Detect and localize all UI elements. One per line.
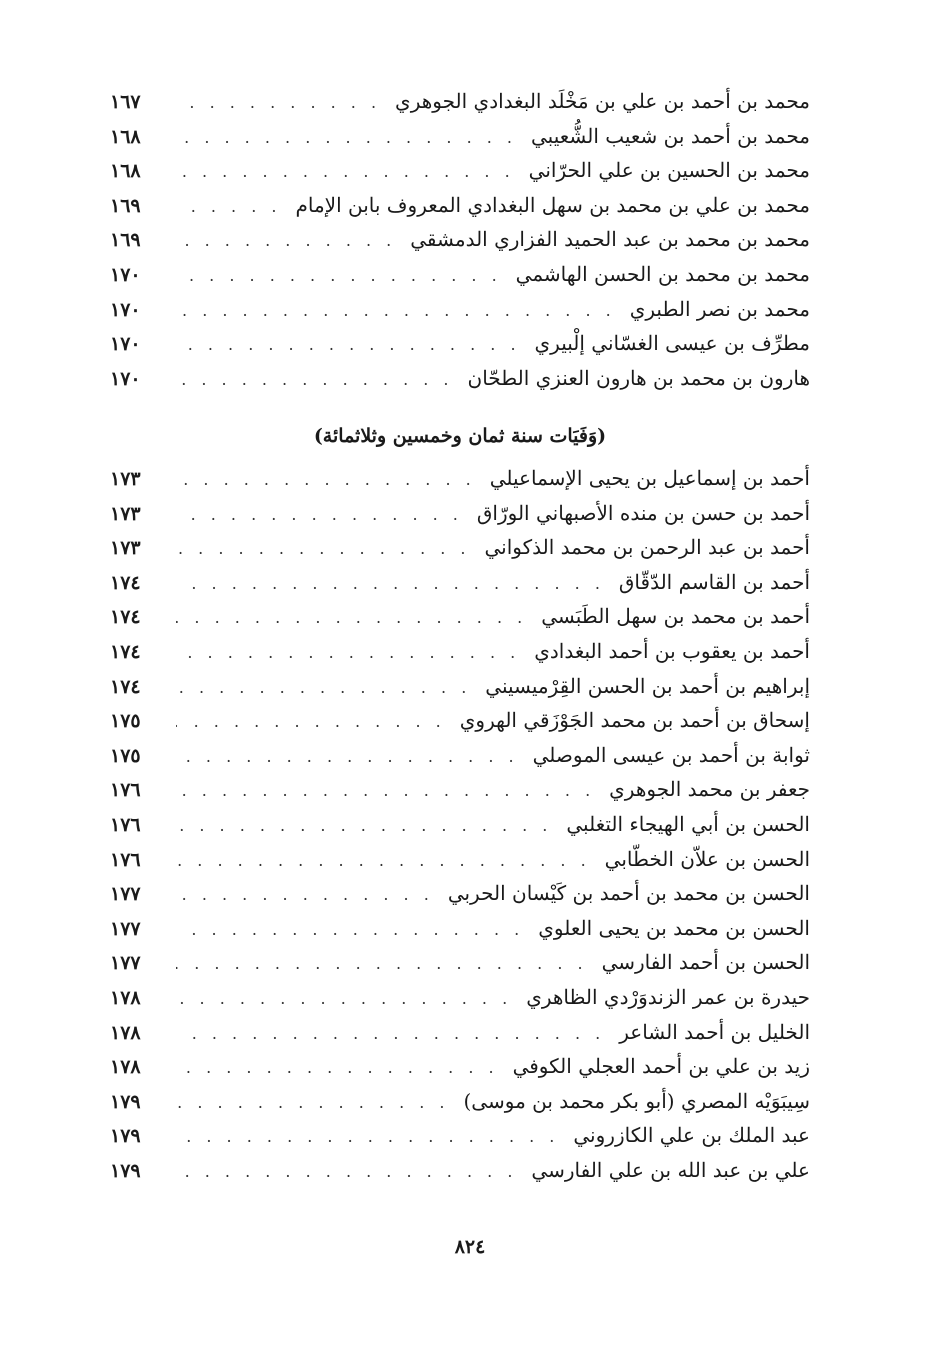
toc-entry	[110, 119, 810, 154]
footer-page-number: ٨٢٤	[454, 1236, 486, 1258]
toc-entry	[110, 461, 810, 496]
toc-entry	[110, 945, 810, 980]
toc-entry-page-number: ١٧٣	[110, 537, 141, 560]
toc-entry-name: مطرِّف بن عيسى الغسّاني إلْبيري	[534, 331, 810, 356]
toc-entry	[110, 257, 810, 292]
toc-entry-name: جعفر بن محمد الجوهري	[609, 777, 810, 802]
toc-entry-page-number: ١٧٦	[110, 813, 141, 836]
toc-entry-page-number: ١٧٧	[110, 952, 141, 975]
toc-entry-name: محمد بن محمد بن الحسن الهاشمي	[515, 261, 810, 286]
toc-entry-name: الحسن بن أبي الهيجاء التغلبي	[566, 811, 810, 836]
toc-entry	[110, 530, 810, 565]
dot-leader	[176, 740, 519, 775]
toc-entry-name: ثوابة بن أحمد بن عيسى الموصلي	[532, 742, 810, 767]
toc-entry	[110, 326, 810, 361]
toc-entry-name: محمد بن علي بن محمد بن سهل البغدادي المعروف بابن الإمام	[295, 192, 810, 217]
toc-entry-name: محمد بن أحمد بن شعيب الشُّعيبي	[531, 123, 810, 148]
toc-entry-name: إسحاق بن أحمد بن محمد الجَوْزَقي الهروي	[459, 708, 810, 733]
toc-entry-page-number: ١٧٥	[110, 744, 141, 767]
toc-entry	[110, 842, 810, 877]
toc-entry-name: الحسن بن محمد بن أحمد بن كَيْسان الحربي	[447, 881, 810, 906]
toc-entry-name: أحمد بن القاسم الدّقّاق	[618, 569, 810, 594]
toc-entry-name: سِيبَوَيْه المصري (أبو بكر محمد بن موسى)	[463, 1088, 810, 1113]
toc-entry-page-number: ١٦٨	[110, 160, 141, 183]
dot-leader	[176, 947, 588, 982]
toc-entry	[110, 807, 810, 842]
toc-entry-name: الحسن بن محمد بن يحيى العلوي	[538, 915, 810, 940]
toc-entry-name: أحمد بن محمد بن سهل الطَبَسي	[541, 604, 810, 629]
toc-entry	[110, 911, 810, 946]
toc-entry-name: محمد بن نصر الطبري	[629, 296, 810, 321]
toc-list-top	[110, 84, 810, 395]
dot-leader	[176, 878, 434, 913]
toc-entry-name: أحمد بن حسن بن منده الأصبهاني الورّاق	[476, 500, 810, 525]
toc-entry	[110, 496, 810, 531]
dot-leader	[176, 913, 524, 948]
dot-leader	[176, 532, 471, 567]
toc-entry	[110, 669, 810, 704]
dot-leader	[176, 774, 595, 809]
toc-entry-page-number: ١٧٧	[110, 917, 141, 940]
dot-leader	[176, 705, 446, 740]
toc-entry	[110, 361, 810, 396]
toc-entry-name: علي بن عبد الله بن علي الفارسي	[531, 1157, 810, 1182]
toc-entry-name: الخليل بن أحمد الشاعر	[619, 1019, 810, 1044]
dot-leader	[176, 671, 471, 706]
dot-leader	[176, 363, 454, 398]
dot-leader	[176, 636, 520, 671]
toc-entry-page-number: ١٦٨	[110, 125, 141, 148]
dot-leader	[176, 328, 521, 363]
toc-entry	[110, 772, 810, 807]
dot-leader	[176, 463, 476, 498]
toc-entry	[110, 292, 810, 327]
toc-entry-name: محمد بن الحسين بن علي الحرّاني	[528, 158, 810, 183]
dot-leader	[176, 1051, 499, 1086]
toc-entry-page-number: ١٧٤	[110, 571, 141, 594]
toc-entry-name: عبد الملك بن علي الكازروني	[573, 1123, 810, 1148]
toc-entry-page-number: ١٦٩	[110, 194, 141, 217]
section-heading: (وَفَيَات سنة ثمان وخمسين وثلاثمائة)	[313, 425, 607, 447]
toc-entry-page-number: ١٧٣	[110, 468, 141, 490]
toc-entry-page-number: ١٧٩	[110, 1090, 141, 1113]
dot-leader	[176, 809, 552, 844]
toc-entry-name: الحسن بن علاّن الخطّابي	[604, 846, 810, 871]
toc-entry	[110, 876, 810, 911]
toc-list-bottom	[110, 461, 810, 1187]
toc-entry-name: أحمد بن يعقوب بن أحمد البغدادي	[534, 638, 810, 663]
toc-entry	[110, 738, 810, 773]
toc-entry-page-number: ١٧٠	[110, 263, 141, 286]
toc-entry	[110, 980, 810, 1015]
toc-entry-name: حيدرة بن عمر الزندوَرْدي الظاهري	[526, 984, 810, 1009]
dot-leader	[176, 155, 515, 190]
toc-entry	[110, 565, 810, 600]
toc-entry-page-number: ١٧٤	[110, 640, 141, 663]
dot-leader	[176, 121, 517, 156]
dot-leader	[176, 1155, 517, 1190]
dot-leader	[176, 1017, 605, 1052]
toc-entry-name: هارون بن محمد بن هارون العنزي الطحّان	[467, 365, 810, 390]
toc-entry-name: الحسن بن أحمد الفارسي	[601, 950, 810, 975]
dot-leader	[176, 294, 616, 329]
toc-entry	[110, 1084, 810, 1119]
toc-entry-page-number: ١٧٠	[110, 298, 141, 321]
dot-leader	[176, 982, 512, 1017]
toc-entry-page-number: ١٧٤	[110, 606, 141, 629]
toc-entry	[110, 634, 810, 669]
toc-entry	[110, 1015, 810, 1050]
toc-entry	[110, 703, 810, 738]
toc-entry-page-number: ١٧٦	[110, 848, 141, 871]
toc-entry-page-number: ١٧٦	[110, 779, 141, 802]
toc-entry-page-number: ١٧٨	[110, 1021, 141, 1044]
toc-entry-page-number: ١٧٧	[110, 883, 141, 906]
toc-entry-page-number: ١٧٨	[110, 986, 141, 1009]
toc-entry-name: أحمد بن إسماعيل بن يحيى الإسماعيلي	[489, 466, 810, 490]
toc-entry-name: إبراهيم بن أحمد بن الحسن القِرْميسيني	[485, 673, 810, 698]
toc-entry-page-number: ١٧٩	[110, 1125, 141, 1148]
toc-entry-name: محمد بن أحمد بن علي بن مَخْلَد البغدادي الجوهري	[395, 89, 810, 113]
dot-leader	[176, 844, 591, 879]
toc-entry	[110, 1153, 810, 1188]
dot-leader	[176, 224, 396, 259]
toc-entry-page-number: ١٧٥	[110, 710, 141, 733]
dot-leader	[176, 1086, 450, 1121]
toc-entry-name: محمد بن محمد بن عبد الحميد الفزاري الدمشقي	[410, 227, 810, 252]
toc-entry-page-number: ١٧٠	[110, 333, 141, 356]
toc-entry-page-number: ١٦٧	[110, 91, 141, 113]
toc-entry-page-number: ١٦٩	[110, 229, 141, 252]
toc-entry	[110, 222, 810, 257]
dot-leader	[176, 1120, 559, 1155]
dot-leader	[176, 190, 281, 225]
dot-leader	[176, 498, 463, 533]
dot-leader	[176, 567, 605, 602]
dot-leader	[176, 86, 381, 121]
toc-entry-page-number: ١٧٣	[110, 502, 141, 525]
toc-entry	[110, 599, 810, 634]
toc-entry-name: أحمد بن عبد الرحمن بن محمد الذكواني	[484, 535, 810, 560]
toc-entry	[110, 188, 810, 223]
toc-entry	[110, 1118, 810, 1153]
toc-entry-page-number: ١٧٨	[110, 1056, 141, 1079]
dot-leader	[176, 601, 527, 636]
toc-entry	[110, 1049, 810, 1084]
toc-entry-page-number: ١٧٩	[110, 1159, 141, 1182]
toc-entry-page-number: ١٧٤	[110, 675, 141, 698]
toc-entry	[110, 153, 810, 188]
toc-entry	[110, 84, 810, 119]
toc-entry-name: زيد بن علي بن أحمد العجلي الكوفي	[512, 1054, 810, 1079]
dot-leader	[176, 259, 502, 294]
toc-entry-page-number: ١٧٠	[110, 367, 141, 390]
